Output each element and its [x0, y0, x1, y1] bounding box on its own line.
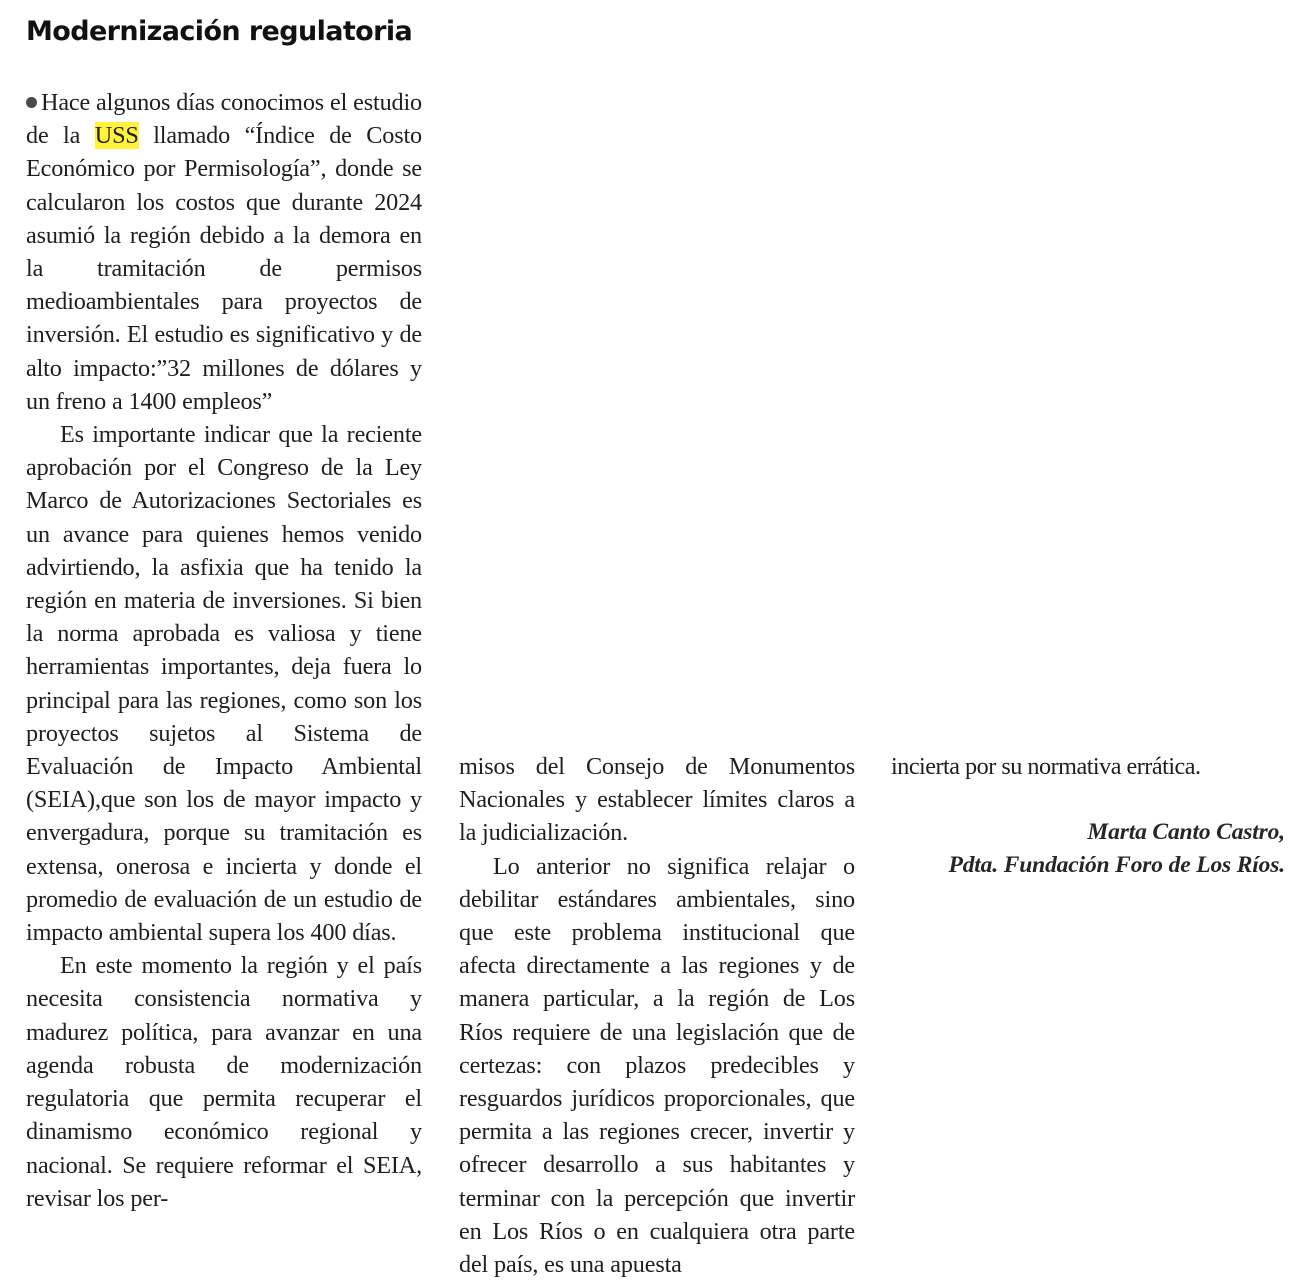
paragraph-3: En este momento la región y el país necesita consistencia normativa y madurez política, para avanzar en una agenda robusta de modernización regulatoria que permita recuperar el dinamismo económico regional y nacional. Se requiere reformar el SEIA, revisar los per- — [26, 952, 422, 1212]
author-role: Pdta. Fundación Foro de Los Ríos. — [948, 852, 1285, 879]
headline: Modernización regulatoria — [26, 16, 413, 47]
article-column-2 — [459, 750, 855, 1281]
paragraph-5: Lo anterior no significa relajar o debilitar estándares ambientales, sino que este problema institucional que afecta directamente a las regiones y de manera particular, a la región de Los Ríos requiere de una legislación que de certezas: con plazos predecibles y resguardos jurídicos proporcionales, que permita a las regiones crecer, invertir y ofrecer desarrollo a sus habitantes y terminar con la percepción que invertir en Los Ríos o en cualquiera otra parte del país, es una apuesta — [459, 852, 855, 1279]
article-column-3 — [891, 750, 1285, 883]
highlighted-term: USS — [94, 122, 139, 150]
signature — [891, 816, 1285, 882]
bullet-icon — [26, 97, 37, 108]
paragraph-1-rest: llamado “Índice de Costo Económico por Permisología”, donde se calcularon los costos que durante 2024 asumió la región debido a la demora en la tramitación de permisos medioambientales para proyectos de inversión. El estudio es significativo y de alto impacto:”32 millones de dólares y un freno a 1400 empleos” — [26, 122, 422, 415]
author-name: Marta Canto Castro, — [1087, 819, 1285, 846]
paragraph-closing: incierta por su normativa errática. — [891, 753, 1201, 780]
article-column-1 — [26, 86, 422, 1215]
paragraph-1-start: Hace algunos días conocimos el estudio de la — [26, 89, 422, 150]
paragraph-4: misos del Consejo de Monumentos Nacionales y establecer límites claros a la judicialización. — [459, 753, 855, 847]
paragraph-2: Es importante indicar que la reciente aprobación por el Congreso de la Ley Marco de Autorizaciones Sectoriales es un avance para quienes hemos venido advirtiendo, la asfixia que ha tenido la región en materia de inversiones. Si bien la norma aprobada es valiosa y tiene herramientas importantes, deja fuera lo principal para las regiones, como son los proyectos sujetos al Sistema de Evaluación de Impacto Ambiental (SEIA),que son los de mayor impacto y envergadura, porque su tramitación es extensa, onerosa e incierta y donde el promedio de evaluación de un estudio de impacto ambiental supera los 400 días. — [26, 421, 422, 947]
paragraph-1 — [26, 86, 422, 418]
